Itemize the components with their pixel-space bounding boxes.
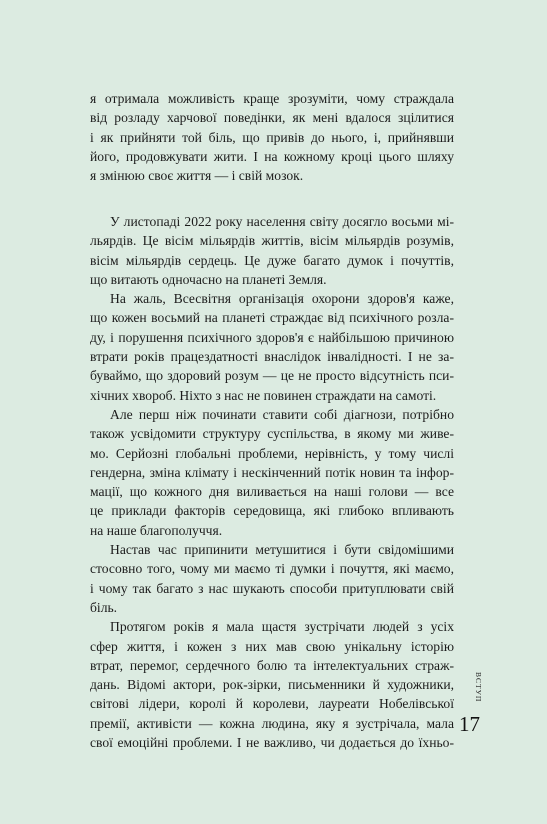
paragraph (90, 405, 454, 540)
paragraph (90, 540, 454, 617)
intro-paragraph (90, 89, 454, 185)
text-line: я отримала можливість краще зрозуміти, чому страждала (90, 91, 454, 106)
text-line: ду, і порушення психічного здоров'я є найбільшою причиною (90, 329, 454, 345)
text-line: Настав час припинити метушитися і бути свідомішими (110, 542, 454, 558)
text-line: втрат, перемог, сердечного болю та інтелектуальних страж- (90, 657, 454, 673)
text-line: я змінюю своє життя — і свій мозок. (90, 168, 304, 184)
text-line: дань. Відомі актори, рок-зірки, письменники й художники, (90, 677, 454, 693)
text-line: сфер життя, і кожен з них мав свою унікальну історію (90, 638, 454, 654)
text-line: мації, що кожного дня виливається на наші голови — все (90, 484, 454, 500)
main-text (90, 212, 454, 752)
text-line: Але перш ніж починати ставити собі діагнози, потрібно (110, 406, 454, 422)
text-line: втрати років працездатності внаслідок інвалідності. І не за- (90, 349, 454, 365)
text-line: хічних хвороб. Ніхто з нас не повинен страждати на самоті. (90, 387, 437, 403)
text-line: гендерна, зміна клімату і нескінченний потік новин та інфор- (90, 464, 454, 480)
paragraph (90, 212, 454, 289)
text-line: У листопаді 2022 року населення світу досягло восьми мі- (110, 214, 454, 229)
text-line: на наше благополуччя. (90, 522, 223, 538)
text-line: від розладу харчової поведінки, як мені вдалося зцілитися (90, 110, 454, 126)
text-line: мо. Серйозні глобальні проблеми, нерівність, у тому числі (90, 445, 454, 461)
text-line: також усвідомити структуру суспільства, в якому ми живе- (90, 426, 454, 442)
chapter-side-label: ВСТУП (474, 672, 483, 703)
paragraph (90, 289, 454, 405)
text-line: вісім мільярдів сердець. Це дуже багато думок і почуттів, (90, 252, 454, 268)
text-line: буваймо, що здоровий розум — це не просто відсутність пси- (90, 368, 454, 384)
text-line: льярдів. Це вісім мільярдів життів, вісім мільярдів розумів, (90, 233, 454, 249)
text-line: На жаль, Всесвітня організація охорони здоров'я каже, (110, 291, 454, 307)
text-line: що витають одночасно на планеті Земля. (90, 271, 327, 287)
text-line: світові лідери, королі й королеви, лауреати Нобелівської (90, 696, 454, 712)
text-line: що кожен восьмий на планеті страждає від психічного розла- (90, 310, 454, 326)
text-line: і чому так багато з нас шукають способи притуплювати свій (90, 580, 454, 596)
text-line: це приклади факторів середовища, які глибоко впливають (90, 503, 454, 519)
text-line: і як прийняти той біль, що привів до нього, і, прийнявши (90, 129, 454, 145)
page-number: 17 (459, 712, 480, 736)
text-line: стосовно того, чому ми маємо ті думки і почуття, які маємо, (90, 561, 454, 577)
text-line: свої емоційні проблеми. І не важливо, чи додається до їхньо- (90, 735, 454, 751)
text-line: його, продовжувати жити. І на кожному кроці цього шляху (90, 148, 454, 164)
paragraph (90, 617, 454, 752)
text-line: біль. (90, 599, 118, 615)
text-line: премії, активісти — кожна людина, яку я зустрічала, мала (90, 715, 454, 731)
text-line: Протягом років я мала щастя зустрічати людей з усіх (110, 619, 454, 635)
